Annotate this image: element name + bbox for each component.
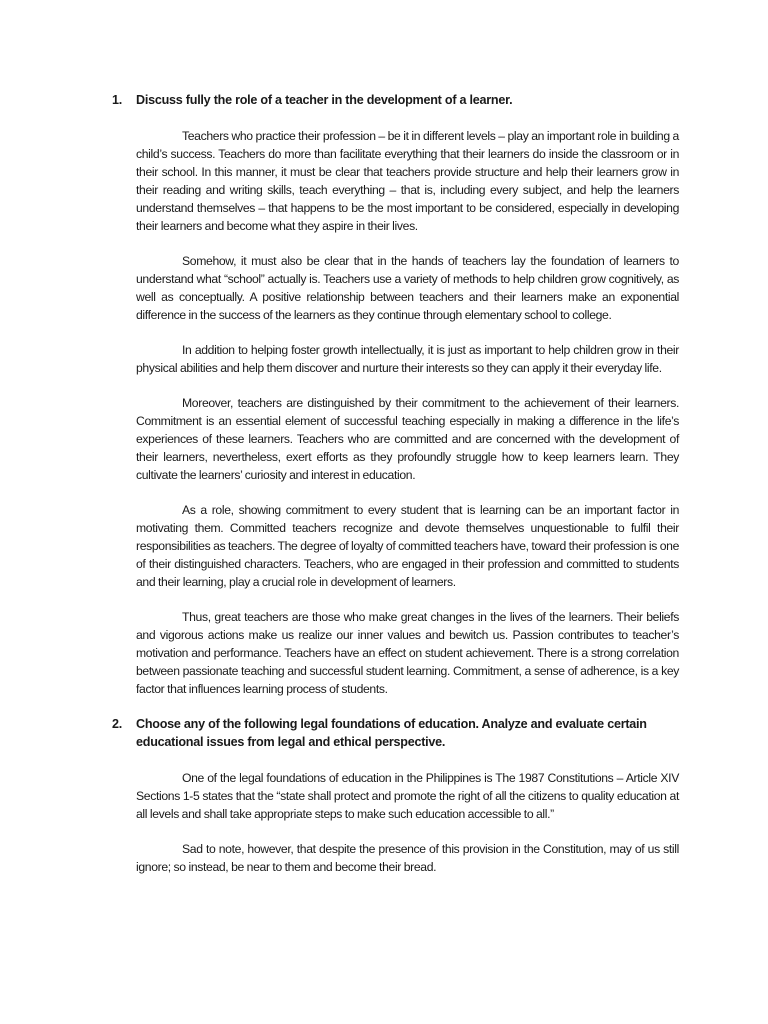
question-2-paragraph-1: One of the legal foundations of education in the Philippines is The 1987 Constitutions – Article XIV Sections 1-5 states that the “state shall protect and promote the right of all the citizens to quality education at all levels and shall take appropriate steps to make such education accessible to all.” — [136, 771, 679, 821]
question-1-paragraph-2: Somehow, it must also be clear that in the hands of teachers lay the foundation of learners to understand what “school” actually is. Teachers use a variety of methods to help children grow cognitively, as well as conceptually. A positive relationship between teachers and their learners make an exponential difference in the success of the learners as they continue through elementary school to college. — [136, 254, 679, 322]
question-1-paragraph-6: Thus, great teachers are those who make great changes in the lives of the learners. Their beliefs and vigorous actions make us realize our inner values and bewitch us. Passion contributes to teacher’s motivation and performance. Teachers have an effect on student achievement. There is a strong correlation between passionate teaching and successful student learning. Commitment, a sense of adherence, is a key factor that influences learning process of students. — [136, 610, 679, 696]
question-1-text: Discuss fully the role of a teacher in the development of a learner. — [136, 93, 513, 107]
question-2-number: 2. — [112, 717, 123, 731]
question-1-paragraph-1: Teachers who practice their profession – be it in different levels – play an important role in building a child’s success. Teachers do more than facilitate everything that their learners do inside the classroom or in their school. In this manner, it must be clear that teachers provide structure and help their learners grow in their reading and writing skills, teach everything – that is, including every subject, and help the learners understand themselves – that happens to be the most important to be considered, especially in developing their learners and become what they aspire in their lives. — [136, 129, 679, 233]
question-2-text: Choose any of the following legal foundations of education. Analyze and evaluate certain educational issues from legal and ethical perspective. — [136, 717, 647, 749]
question-1-paragraph-5: As a role, showing commitment to every student that is learning can be an important factor in motivating them. Committed teachers recognize and devote themselves unquestionable to fulfil their responsibilities as teachers. The degree of loyalty of committed teachers have, toward their profession is one of their distinguished characters. Teachers, who are engaged in their profession and committed to students and their learning, play a crucial role in development of learners. — [136, 503, 679, 589]
document-body — [112, 91, 679, 876]
question-2-paragraph-2: Sad to note, however, that despite the presence of this provision in the Constitution, may of us still ignore; so instead, be near to them and become their bread. — [136, 842, 679, 874]
question-2-heading — [112, 715, 679, 751]
question-1-heading — [112, 91, 679, 109]
question-1-number: 1. — [112, 93, 123, 107]
question-1-paragraph-3: In addition to helping foster growth intellectually, it is just as important to help children grow in their physical abilities and help them discover and nurture their interests so they can apply it their everyday life. — [136, 343, 679, 375]
question-1-paragraph-4: Moreover, teachers are distinguished by their commitment to the achievement of their learners. Commitment is an essential element of successful teaching especially in making a difference in the life’s experiences of these learners. Teachers who are committed and are concerned with the development of their learners, nevertheless, exert efforts as they profoundly struggle how to keep learners learn. They cultivate the learners’ curiosity and interest in education. — [136, 396, 679, 482]
